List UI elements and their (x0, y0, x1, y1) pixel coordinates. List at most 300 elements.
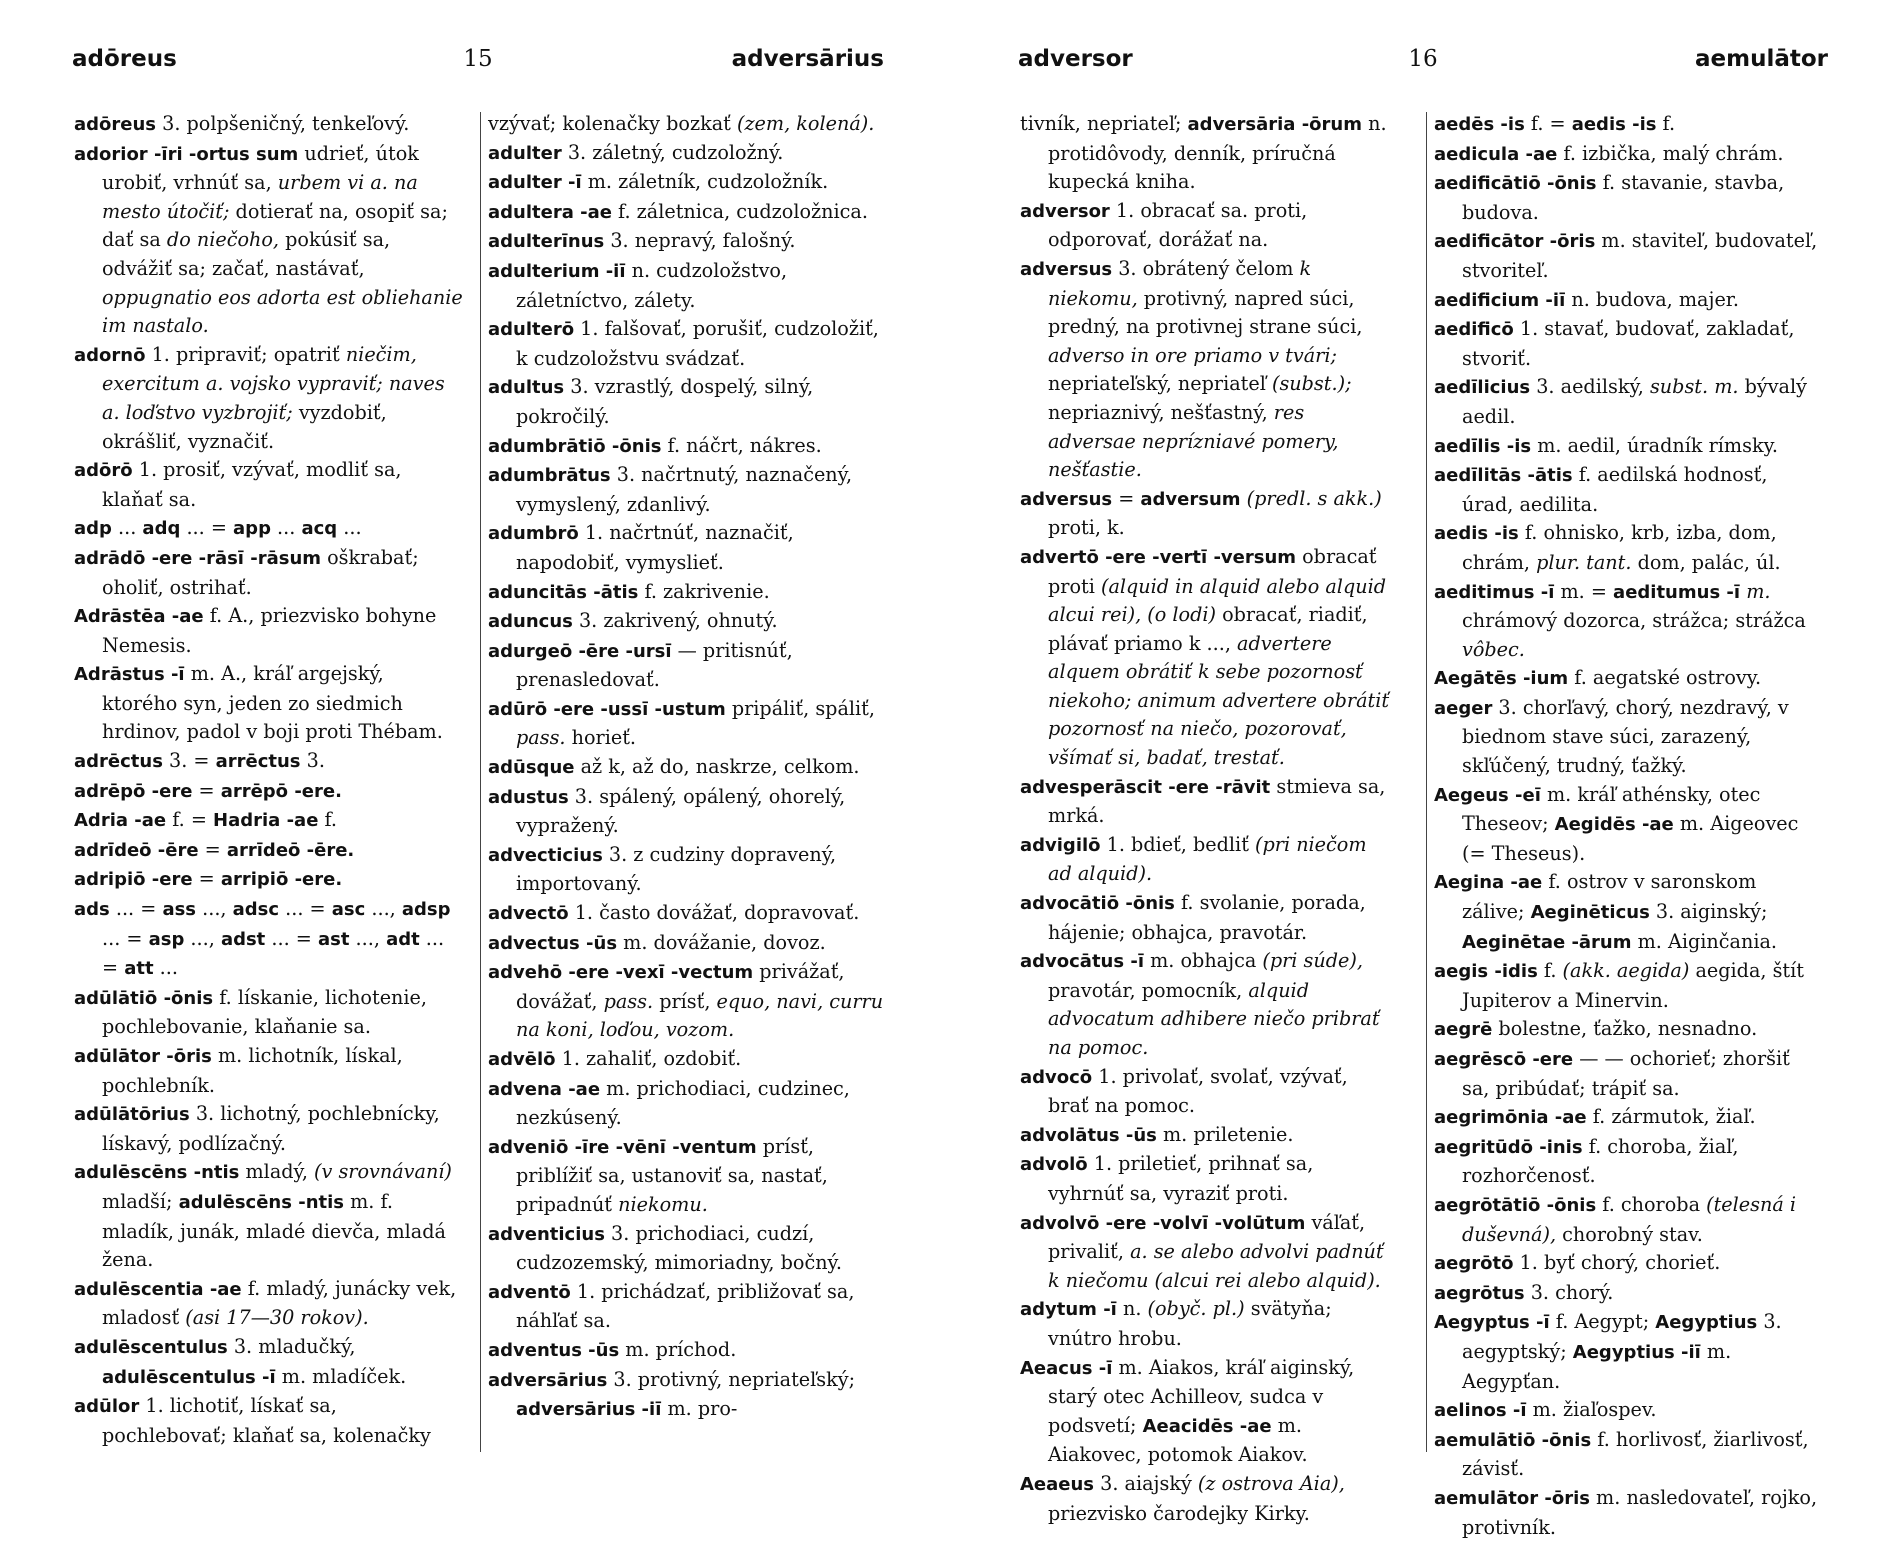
headword: advēlō (488, 1049, 556, 1070)
dictionary-entry (74, 456, 464, 514)
definition-text: = (198, 837, 227, 861)
headword: adversor (1020, 200, 1110, 222)
headword: aedis -is (1434, 523, 1519, 545)
headword: ast (317, 928, 350, 950)
example-text: plur. tant. (1536, 550, 1632, 574)
dictionary-entry (1020, 197, 1394, 255)
left-page (0, 0, 944, 1500)
definition-text: ... = (265, 926, 318, 950)
headword: adripiō -ere (74, 869, 193, 891)
headword: adumbrātus (488, 465, 611, 487)
definition-text: 1. často dovážať, dopravovať. (568, 901, 860, 925)
definition-text: m. prichodiaci, cudzinec, nezkúsený. (516, 1076, 850, 1130)
definition-text: oškrabať; oholiť, ostrihať. (102, 545, 419, 599)
definition-text: 3. aiginský; (1649, 900, 1768, 924)
dictionary-entry (488, 110, 886, 139)
dictionary-entry (488, 899, 886, 929)
headword: aedificātiō -ōnis (1434, 173, 1597, 195)
definition-text: 3. zakrivený, ohnutý. (572, 609, 778, 633)
definition-text: m. pro- (661, 1397, 738, 1421)
dictionary-entry (1434, 1308, 1818, 1396)
definition-text: 3. chorý. (1524, 1280, 1614, 1304)
dictionary-entry (74, 747, 464, 777)
column-2 (1434, 110, 1818, 1542)
definition-text: 1. načrtnúť, naznačiť, napodobiť, vymyslieť. (516, 521, 794, 574)
definition-text: m. mladíček. (275, 1364, 407, 1388)
dictionary-entry (74, 895, 464, 984)
definition-text: m. žiaľospev. (1526, 1398, 1657, 1422)
definition-text: f. náčrt, nákres. (661, 433, 822, 457)
definition-text: m. f. mladík, junák, mladé dievča, mladá žena. (102, 1189, 446, 1272)
example-text: k niekomu, (1048, 256, 1312, 310)
definition-text: n. cudzoložstvo, záletníctvo, zálety. (516, 258, 788, 312)
dictionary-entry (488, 1133, 886, 1220)
definition-text: ... (270, 516, 302, 540)
headword: aegrē (1434, 1019, 1493, 1041)
definition-text: — pritisnúť, prenasledovať. (516, 638, 793, 692)
dictionary-entry (1434, 1191, 1818, 1249)
right-page (944, 0, 1888, 1539)
definition-text: m. Aiginčania. (1631, 929, 1777, 953)
example-text: (pri súde), (1262, 949, 1363, 973)
definition-text: f. ohnisko, krb, izba, dom, chrám, (1462, 521, 1777, 574)
headword: aedīlis -is (1434, 435, 1532, 457)
headword: aegrōtō (1434, 1253, 1514, 1275)
dictionary-entry (488, 783, 886, 841)
dictionary-entry (1020, 773, 1394, 831)
definition-text: f. zakrivenie. (638, 579, 770, 603)
dictionary-entry (74, 341, 464, 456)
headword: aegrēscō -ere (1434, 1049, 1574, 1070)
headword: Aegātēs -ium (1434, 668, 1569, 690)
dictionary-entry (1020, 1063, 1394, 1121)
dictionary-entry (74, 836, 464, 866)
headword: adūlātor -ōris (74, 1046, 212, 1067)
headword: adūlor (74, 1396, 140, 1418)
headword: adp (74, 518, 112, 540)
definition-text: 1. privolať, svolať, vzývať, brať na pomoc. (1048, 1064, 1348, 1118)
dictionary-entry (1434, 1396, 1818, 1426)
definition-text: f. choroba, žiaľ, rozhorčenosť. (1462, 1134, 1739, 1188)
dictionary-entry (1434, 140, 1818, 170)
headword: advolvō -ere -volvī -volūtum (1020, 1212, 1306, 1234)
headword: Aegyptius -iī (1572, 1341, 1701, 1363)
definition-text: m. Aigeovec (= Theseus). (1462, 812, 1799, 865)
headword: adūlātiō -ōnis (74, 987, 214, 1009)
definition-text: bolestne, ťažko, nesnadno. (1492, 1017, 1758, 1041)
example-text: oppugnatio eos adorta est obliehanie im nastalo. (102, 285, 463, 338)
definition-text: ... (337, 516, 362, 540)
dictionary-entry (1434, 781, 1818, 869)
definition-text: ..., (365, 897, 402, 921)
headword: adurgeō -ēre -ursī (488, 640, 672, 662)
headword: adulterīnus (488, 231, 605, 253)
definition-text: m. príchod. (619, 1337, 737, 1361)
definition-text: 3. (300, 749, 325, 773)
definition-text: f. = (166, 808, 214, 832)
headword: adrēpō -ere (74, 780, 193, 802)
definition-text: m. Aiakovec, potomok Aiakov. (1048, 1413, 1308, 1467)
headword: aedificium -iī (1434, 289, 1566, 311)
definition-text: 3. načrtnutý, naznačený, vymyslený, zdanlivý. (516, 463, 853, 516)
dictionary-entry (1020, 110, 1394, 197)
example-text: niečim, exercitum a. vojsko vypraviť; naves a. loďstvo vyzbrojiť; (102, 342, 445, 424)
dictionary-entry (488, 461, 886, 519)
dictionary-entry (1020, 485, 1394, 543)
headword: aegrōtus (1434, 1282, 1525, 1304)
definition-text: nepriateľský, nepriateľ (1048, 372, 1272, 396)
example-text: do niečoho, (166, 228, 280, 252)
example-text: urbem vi a. na mesto útočiť; (102, 171, 418, 223)
definition-text: n. (1116, 1297, 1148, 1321)
definition-text: m. aedil, úradník rímsky. (1531, 433, 1778, 457)
headword: Aegeus -eī (1434, 784, 1541, 806)
headword: advectus -ūs (488, 932, 618, 954)
headword: adultus (488, 377, 565, 399)
definition-text: m. obhajca (1144, 949, 1263, 973)
dictionary-entry (488, 1075, 886, 1133)
headword: asc (331, 899, 366, 921)
headword: adulēscēns -ntis (74, 1162, 240, 1184)
dictionary-entry (488, 1045, 886, 1075)
definition-text: 3. vzrastlý, dospelý, silný, pokročilý. (516, 375, 814, 428)
example-text: pass. (516, 726, 566, 750)
definition-text: 3. z cudziny dopravený, importovaný. (516, 842, 837, 896)
example-text: res adversae neprízniavé pomery, nešťastie. (1048, 400, 1339, 482)
definition-text: chrámový dozorca, strážca; strážca (1462, 609, 1806, 633)
definition-text: m. záletník, cudzoložník. (581, 170, 829, 194)
definition-text: svätyňa; vnútro hrobu. (1048, 1297, 1332, 1350)
example-text: vôbec. (1462, 637, 1525, 661)
definition-text: ... (153, 956, 178, 980)
definition-text: 1. pripraviť; opatriť (145, 342, 346, 366)
dictionary-entry (488, 315, 886, 373)
example-text: m. (1746, 579, 1771, 603)
definition-text: f. svolanie, porada, hájenie; obhajca, pravotár. (1048, 891, 1366, 944)
definition-text: 3. aiajský (1094, 1471, 1198, 1495)
definition-text: 1. obracať sa. proti, odporovať, dorážať na. (1048, 198, 1308, 252)
headword: advigilō (1020, 834, 1101, 856)
definition-text: f. (1656, 112, 1676, 135)
definition-text: nepriaznivý, nešťastný, (1048, 400, 1274, 424)
column-1 (1020, 110, 1394, 1528)
headword: adulēscentulus (74, 1336, 228, 1358)
column-2 (488, 110, 886, 1425)
dictionary-entry (488, 168, 886, 198)
guide-word-start: adversor (1018, 46, 1133, 72)
headword: aedificō (1434, 319, 1514, 341)
definition-text: f. choroba (1596, 1192, 1707, 1216)
definition-text: proti, k. (1048, 516, 1125, 540)
definition-text: f. zármutok, žiaľ. (1586, 1105, 1756, 1129)
dictionary-entry (74, 865, 464, 895)
headword: adversārius (488, 1369, 608, 1391)
definition-text: m. Aiakos, kráľ aiginský, starý otec Achilleov, sudca v podsvetí; (1048, 1355, 1355, 1437)
dictionary-entry (488, 637, 886, 695)
dictionary-entry (74, 777, 464, 807)
dictionary-entry (74, 1275, 464, 1333)
definition-text: 3. mladučký, (227, 1334, 356, 1358)
definition-text: ... = (109, 897, 163, 921)
definition-text: = (192, 778, 221, 802)
definition-text: 3. aegyptský; (1462, 1310, 1782, 1363)
dictionary-entry (1434, 1015, 1818, 1045)
headword: aedēs -is (1434, 114, 1525, 135)
dictionary-entry (1020, 1354, 1394, 1470)
definition-text: 1. lichotiť, lískať sa, pochlebovať; klaňať sa, kolenačky (102, 1394, 431, 1447)
headword: adversāria -ōrum (1187, 114, 1362, 135)
example-text: equo, navi, curru na koni, loďou, vozom. (516, 989, 884, 1042)
headword: advena -ae (488, 1078, 601, 1100)
dictionary-entry (74, 1158, 464, 1274)
headword: adrēctus (74, 751, 163, 773)
dictionary-entry (1434, 227, 1818, 285)
definition-text: prísť, (653, 989, 717, 1013)
definition-text: n. protidôvody, denník, príručná kupecká kniha. (1048, 112, 1387, 194)
headword: aedīlicius (1434, 377, 1531, 399)
definition-text: ... = (180, 516, 234, 540)
headword: acq (301, 518, 338, 540)
headword: arripiō -ere. (220, 869, 343, 891)
headword: adytum -ī (1020, 1299, 1117, 1321)
headword: aedīlitās -ātis (1434, 465, 1573, 487)
headword: adulter -ī (488, 172, 582, 194)
dictionary-entry (1434, 461, 1818, 519)
definition-text: = (1112, 486, 1141, 510)
definition-text: ... = (102, 926, 149, 950)
headword: advesperāscit -ere -rāvit (1020, 776, 1271, 798)
column-rule (480, 112, 481, 1452)
definition-text: ..., (349, 926, 387, 950)
dictionary-entry (488, 753, 886, 783)
dictionary-entry (1434, 1133, 1818, 1191)
column-1 (74, 110, 464, 1450)
guide-word-end: aemulātor (1694, 46, 1828, 72)
headword: adrādō -ere -rāsī -rāsum (74, 547, 322, 569)
headword: Aegyptius (1655, 1312, 1758, 1334)
definition-text: f. ostrov v saronskom zálive; (1462, 870, 1757, 924)
dictionary-entry (488, 257, 886, 315)
definition-text: ... = (279, 897, 332, 921)
dictionary-entry (488, 432, 886, 462)
definition-text: m. A., kráľ argejský, ktorého syn, jeden zo siedmich hrdinov, padol v boji proti Thébam. (102, 662, 443, 744)
definition-text: m. lichotník, lískal, pochlebník. (102, 1044, 403, 1097)
example-text: (telesná i duševná), (1462, 1192, 1797, 1246)
dictionary-entry (1434, 432, 1818, 462)
headword: Aeaeus (1020, 1473, 1095, 1495)
headword: Hadria -ae (213, 810, 319, 832)
headword: adūsque (488, 757, 575, 779)
headword: asp (148, 928, 185, 950)
definition-text: — — ochorieť; zhoršiť sa, pribúdať; trápiť sa. (1462, 1047, 1790, 1100)
definition-text: pripáliť, spáliť, (725, 696, 875, 720)
definition-text: m. staviteľ, budovateľ, stvoriteľ. (1462, 229, 1818, 282)
example-text: (obyč. pl.) (1147, 1297, 1245, 1321)
headword: advertō -ere -vertī -versum (1020, 546, 1297, 568)
headword: aduncitās -ātis (488, 581, 639, 603)
example-text: (subst.); (1271, 372, 1352, 396)
headword: adulēscentia -ae (74, 1278, 242, 1300)
headword: aedificātor -ōris (1434, 231, 1596, 253)
example-text: subst. m. (1649, 375, 1739, 399)
headword: adumbrātiō -ōnis (488, 435, 662, 457)
definition-text: bývalý aedil. (1462, 375, 1807, 428)
headword: Aeginētae -ārum (1462, 931, 1632, 953)
definition-text: 1. prosiť, vzývať, modliť sa, klaňať sa. (102, 458, 402, 511)
definition-text: f. Aegypt; (1549, 1310, 1656, 1334)
definition-text: ... = (102, 926, 445, 980)
dictionary-entry (1434, 286, 1818, 316)
definition-text: mladý, (239, 1160, 315, 1184)
definition-text: až k, až do, naskrze, celkom. (574, 755, 860, 779)
definition-text: privážať, dovážať, (516, 960, 845, 1013)
headword: advecticius (488, 844, 603, 866)
headword: adornō (74, 344, 146, 366)
example-text: (asi 17—30 rokov). (185, 1306, 369, 1330)
definition-text: m. dovážanie, dovoz. (617, 930, 826, 954)
headword: adulter (488, 142, 562, 164)
definition-text: mladší; (102, 1189, 179, 1213)
definition-text: ..., (184, 926, 221, 950)
headword: aegrōtātiō -ōnis (1434, 1194, 1597, 1216)
headword: aeditumus -ī (1613, 581, 1741, 603)
dictionary-entry (1434, 1484, 1818, 1542)
definition-text: f. mladý, junácky vek, mladosť (102, 1276, 457, 1330)
headword: adūrō -ere -ussī -ustum (488, 698, 726, 720)
definition-text: dom, palác, úl. (1631, 550, 1781, 574)
dictionary-entry (1434, 373, 1818, 431)
example-text: (predl. s akk.) (1246, 486, 1382, 510)
example-text: adverso in ore priamo v tvári; (1048, 343, 1337, 367)
definition-text: f. A., priezvisko bohyne Nemesis. (102, 604, 437, 657)
headword: aegritūdō -inis (1434, 1136, 1583, 1158)
headword: adventicius (488, 1223, 605, 1245)
dictionary-entry (488, 1366, 886, 1425)
definition-text: váľať, privaliť, (1048, 1210, 1366, 1264)
definition-text: 1. priletieť, prihnať sa, vyhrnúť sa, vyraziť proti. (1048, 1152, 1314, 1205)
definition-text: 3. = (162, 749, 216, 773)
dictionary-entry (1434, 664, 1818, 694)
definition-text: m. = (1554, 579, 1614, 603)
headword: adūlātōrius (74, 1104, 190, 1126)
headword: Adrāstēa -ae (74, 606, 204, 628)
definition-text: 3. polpšeničný, tenkeľový. (156, 112, 410, 135)
dictionary-entry (1020, 543, 1394, 773)
dictionary-entry (1020, 1150, 1394, 1208)
definition-text: f. aegatské ostrovy. (1568, 666, 1762, 690)
definition-text: f. (318, 808, 338, 832)
headword: advocō (1020, 1066, 1093, 1088)
column-rule (1426, 112, 1427, 1452)
headword: adrīdeō -ēre (74, 839, 199, 861)
dictionary-entry (1434, 868, 1818, 957)
headword: aedicula -ae (1434, 143, 1558, 165)
dictionary-entry (488, 578, 886, 608)
headword: aegrimōnia -ae (1434, 1107, 1587, 1129)
definition-text: obracať, riadiť, plávať priamo k ..., (1048, 603, 1368, 655)
definition-text: 1. stavať, budovať, zakladať, stvoriť. (1462, 317, 1795, 370)
definition-text: 1. falšovať, porušiť, cudzoložiť, k cudzoložstvu svádzať. (516, 317, 879, 370)
dictionary-entry (1434, 110, 1818, 140)
dictionary-entry (488, 607, 886, 637)
dictionary-entry (74, 806, 464, 836)
headword: adsc (232, 899, 280, 921)
page-number: 16 (1408, 46, 1438, 72)
definition-text: 3. záletný, cudzoložný. (561, 140, 784, 164)
headword: aduncus (488, 611, 573, 633)
definition-text: obracať proti (1048, 544, 1377, 598)
headword: adt (386, 928, 420, 950)
headword: Aeacidēs -ae (1142, 1415, 1272, 1437)
definition-text: = (192, 867, 221, 891)
headword: adulēscentulus -ī (102, 1366, 276, 1388)
definition-text: m. nasledovateľ, rojko, protivník. (1462, 1485, 1818, 1539)
guide-word-end: adversārius (731, 46, 884, 72)
definition-text: 1. bdieť, bedliť (1100, 832, 1256, 856)
dictionary-entry (488, 841, 886, 899)
definition-text: f. horlivosť, žiarlivosť, závisť. (1462, 1427, 1809, 1481)
definition-text: 3. lichotný, pochlebnícky, lískavý, podlízačný. (102, 1102, 440, 1155)
definition-text: vzývať; kolenačky bozkať (488, 112, 737, 135)
example-text: (zem, kolená). (736, 112, 875, 135)
headword: adq (142, 518, 181, 540)
guide-word-start: adōreus (72, 46, 177, 72)
dictionary-entry (1020, 947, 1394, 1062)
dictionary-entry (1434, 1103, 1818, 1133)
dictionary-entry (1434, 1045, 1818, 1103)
headword: Adrāstus -ī (74, 664, 185, 686)
definition-text: f. izbička, malý chrám. (1557, 141, 1784, 165)
headword: Aegyptus -ī (1434, 1312, 1550, 1334)
headword: adōreus (74, 114, 157, 135)
definition-text: m. Aegypťan. (1462, 1339, 1732, 1393)
dictionary-entry (1434, 1279, 1818, 1309)
dictionary-entry (74, 984, 464, 1042)
definition-text: f. aedilská hodnosť, úrad, aedilita. (1462, 463, 1768, 516)
example-text: alquid advocatum adhibere niečo pribrať na pomoc. (1048, 978, 1380, 1059)
example-text: (pri niečom ad alquid). (1048, 832, 1367, 886)
headword: adumbrō (488, 523, 579, 545)
definition-text: m. kráľ athénsky, otec Theseov; (1462, 782, 1761, 836)
headword: adustus (488, 786, 569, 808)
definition-text: f. stavanie, stavba, budova. (1462, 171, 1785, 224)
headword: aeger (1434, 697, 1493, 719)
dictionary-entry (74, 1392, 464, 1450)
definition-text: 1. byť chorý, chorieť. (1513, 1251, 1721, 1275)
definition-text: pokúsiť sa, odvážiť sa; začať, nastávať, (102, 228, 391, 280)
headword: att (124, 958, 154, 980)
example-text: niekomu. (618, 1192, 708, 1216)
dictionary-entry (74, 140, 464, 341)
headword: adulēscēns -ntis (178, 1191, 344, 1213)
dictionary-entry (1020, 1295, 1394, 1353)
headword: adversus (1020, 258, 1113, 280)
definition-text: f. = (1524, 112, 1572, 135)
definition-text: ..., (196, 897, 233, 921)
headword: advocātus -ī (1020, 951, 1144, 973)
definition-text: f. lískanie, lichotenie, pochlebovanie, klaňanie sa. (102, 985, 428, 1039)
dictionary-entry (1020, 1470, 1394, 1528)
dictionary-entry (488, 139, 886, 169)
headword: adst (220, 928, 266, 950)
headword: arrēpō -ere. (220, 780, 342, 802)
headword: adversus (1020, 488, 1113, 510)
headword: arrīdeō -ēre. (226, 839, 355, 861)
headword: aemulātiō -ōnis (1434, 1429, 1592, 1451)
headword: adōrō (74, 460, 133, 482)
dictionary-entry (74, 660, 464, 747)
dictionary-entry (1020, 255, 1394, 485)
